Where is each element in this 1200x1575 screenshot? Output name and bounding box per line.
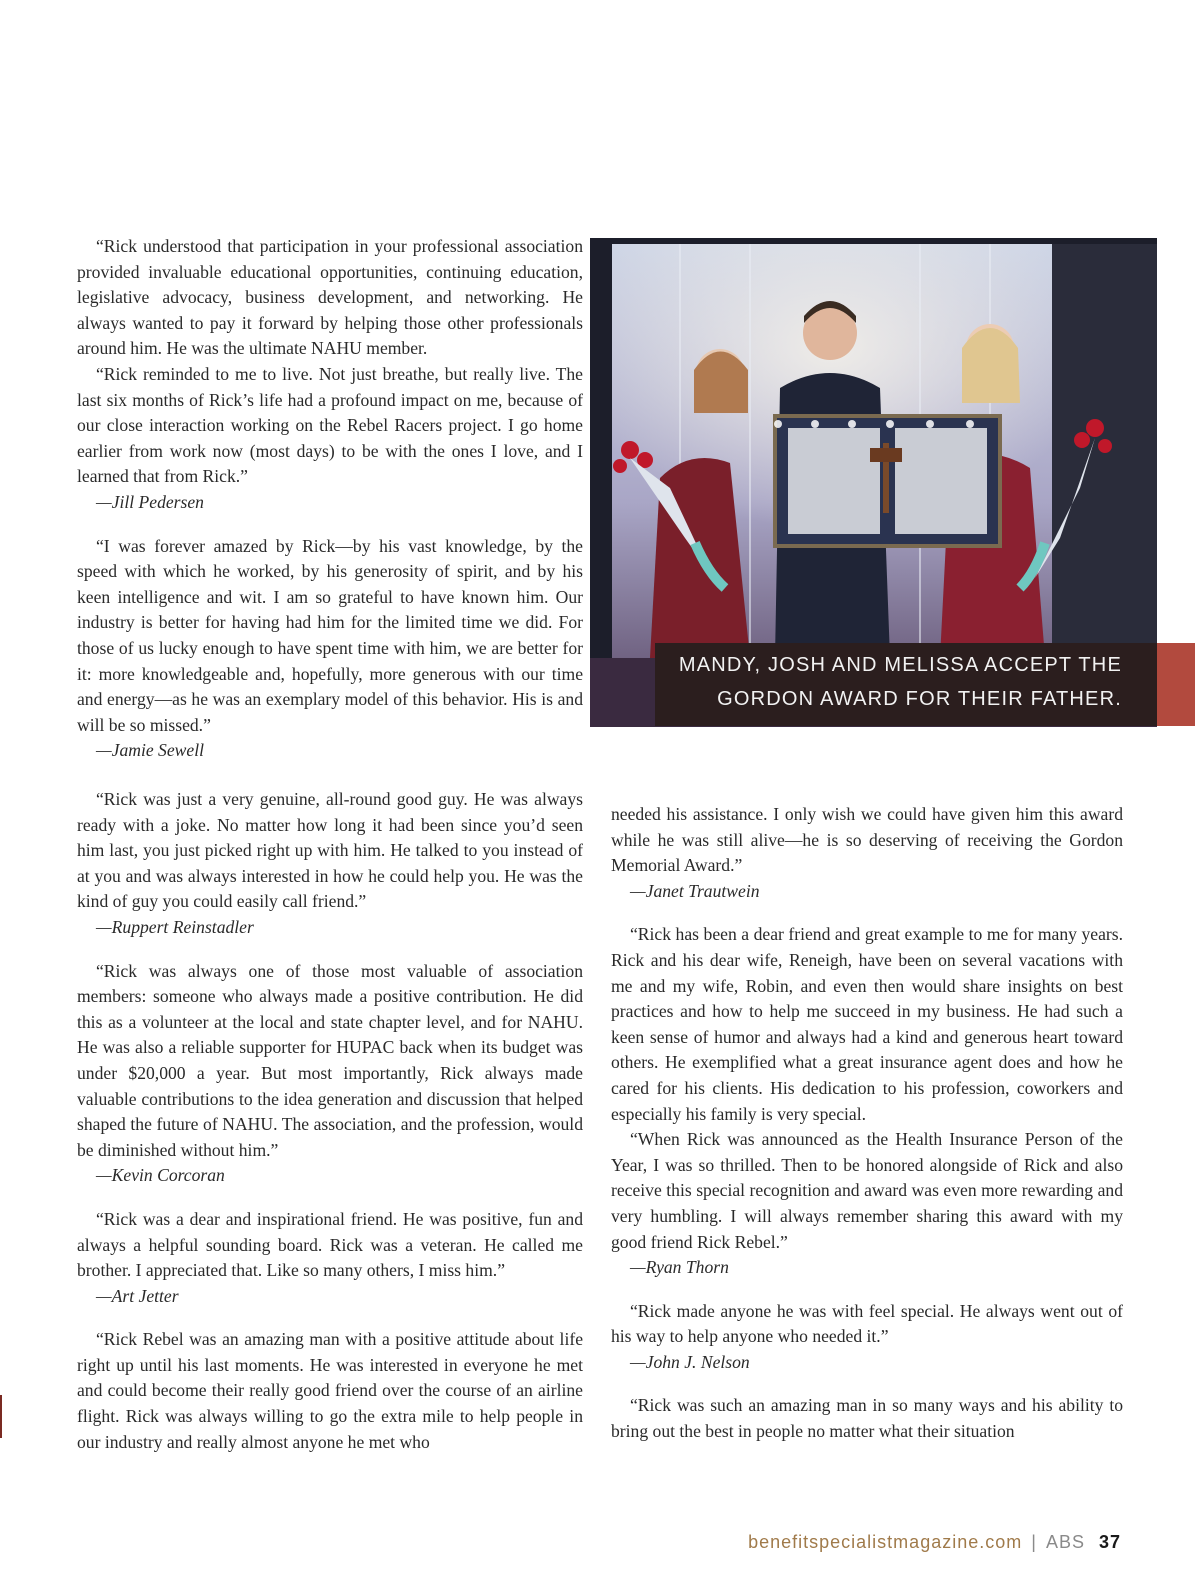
quote-paragraph: “Rick has been a dear friend and great example to me for many years. Rick and his dear wife, Reneigh, have been on several vacations with me and my wife, Robin, and even then would share insights on best practices and how to help me succeed in my business. He had such a keen sense of humor and always had a kind and generous heart toward others. He exemplified what a great insurance agent does and how he cared for his clients. His dedication to his profession, coworkers and especially his family is very special.	[611, 924, 1123, 1124]
quote-paragraph: “Rick understood that participation in your professional association provided invaluable educational opportunities, continuing education, legislative advocacy, business development, and networking. He always wanted to pay it forward by helping those other professionals around him. He was the ultimate NAHU member.	[77, 236, 583, 359]
quote-paragraph: “Rick was just a very genuine, all-round good guy. He was always ready with a joke. No matter how long it had been since you’d seen him last, you just picked right up with him. He talked to you instead of at you and was always interested in how he could help you. He was the kind of guy you could easily call friend.”	[77, 789, 583, 912]
quote-attribution: —Ryan Thorn	[630, 1257, 729, 1278]
caption-line: GORDON AWARD FOR THEIR FATHER.	[717, 688, 1122, 710]
quote-attribution: —Jamie Sewell	[96, 740, 204, 761]
footer-separator: |	[1031, 1532, 1037, 1552]
photo-caption	[655, 648, 1122, 716]
quote-attribution: —Kevin Corcoran	[96, 1165, 225, 1186]
caption-line: MANDY, JOSH AND MELISSA ACCEPT THE	[678, 654, 1122, 676]
footer-website: benefitspecialistmagazine.com	[748, 1532, 1023, 1552]
quote-paragraph: “I was forever amazed by Rick—by his vast knowledge, by the speed with which he worked, by his generosity of spirit, and by his keen intelligence and wit. I am so grateful to have known him. Our industry is better for having had him for the limited time we did. For those of us lucky enough to have spent time with him, we are better for it: more knowledgeable and, hopefully, more generous with our time and energy—as he was an exemplary model of this behavior. His is and will be so missed.”	[77, 535, 583, 735]
left-column-bottom	[77, 787, 583, 1455]
quote-attribution: —Ruppert Reinstadler	[96, 916, 254, 937]
left-column-top	[77, 234, 583, 764]
quote-paragraph: “Rick was always one of those most valuable of association members: someone who always made a positive contribution. He did this as a volunteer at the local and state chapter level, and for NAHU. He was also a reliable supporter for HUPAC back when its budget was under $20,000 a year. But most importantly, Rick always made valuable contributions to the idea generation and discussion that helped shaped the future of NAHU. The association, and the profession, would be diminished without him.”	[77, 960, 583, 1160]
quote-attribution: —Jill Pedersen	[96, 491, 204, 512]
quote-paragraph: “Rick was such an amazing man in so many ways and his ability to bring out the best in people no matter what their situation	[611, 1395, 1123, 1442]
quote-paragraph-continued: needed his assistance. I only wish we could have given him this award while he was still alive—he is so deserving of receiving the Gordon Memorial Award.”	[611, 804, 1123, 876]
quote-paragraph: “Rick reminded to me to live. Not just breathe, but really live. The last six months of Rick’s life had a profound impact on me, because of our close interaction working on the Rebel Racers project. I go home earlier from work now (most days) to be with the ones I love, and I learned that from Rick.”	[77, 363, 583, 487]
quote-paragraph: “When Rick was announced as the Health Insurance Person of the Year, I was so thrilled. Then to be honored alongside of Rick and also receive this special recognition and award was even more rewarding and very humbling. I will always remember sharing this award with my good friend Rick Rebel.”	[611, 1129, 1123, 1252]
quote-paragraph: “Rick Rebel was an amazing man with a positive attitude about life right up until his last moments. He was interested in everyone he met and could become their really good friend over the course of an airline flight. Rick was always willing to go the extra mile to help people in our industry and really almost anyone he met who	[77, 1329, 583, 1452]
quote-attribution: —Janet Trautwein	[630, 880, 760, 901]
margin-marker	[0, 1395, 2, 1438]
quote-attribution: —John J. Nelson	[630, 1351, 750, 1372]
page-footer	[748, 1532, 1121, 1553]
quote-paragraph: “Rick was a dear and inspirational friend. He was positive, fun and always a helpful sounding board. Rick was a veteran. He called me brother. I appreciated that. Like so many others, I miss him.”	[77, 1208, 583, 1281]
quote-attribution: —Art Jetter	[96, 1285, 179, 1306]
right-column	[611, 802, 1123, 1445]
quote-paragraph: “Rick made anyone he was with feel special. He always went out of his way to help anyone who needed it.”	[611, 1300, 1123, 1347]
page-number: 37	[1098, 1532, 1121, 1552]
footer-publication: ABS	[1045, 1532, 1085, 1552]
